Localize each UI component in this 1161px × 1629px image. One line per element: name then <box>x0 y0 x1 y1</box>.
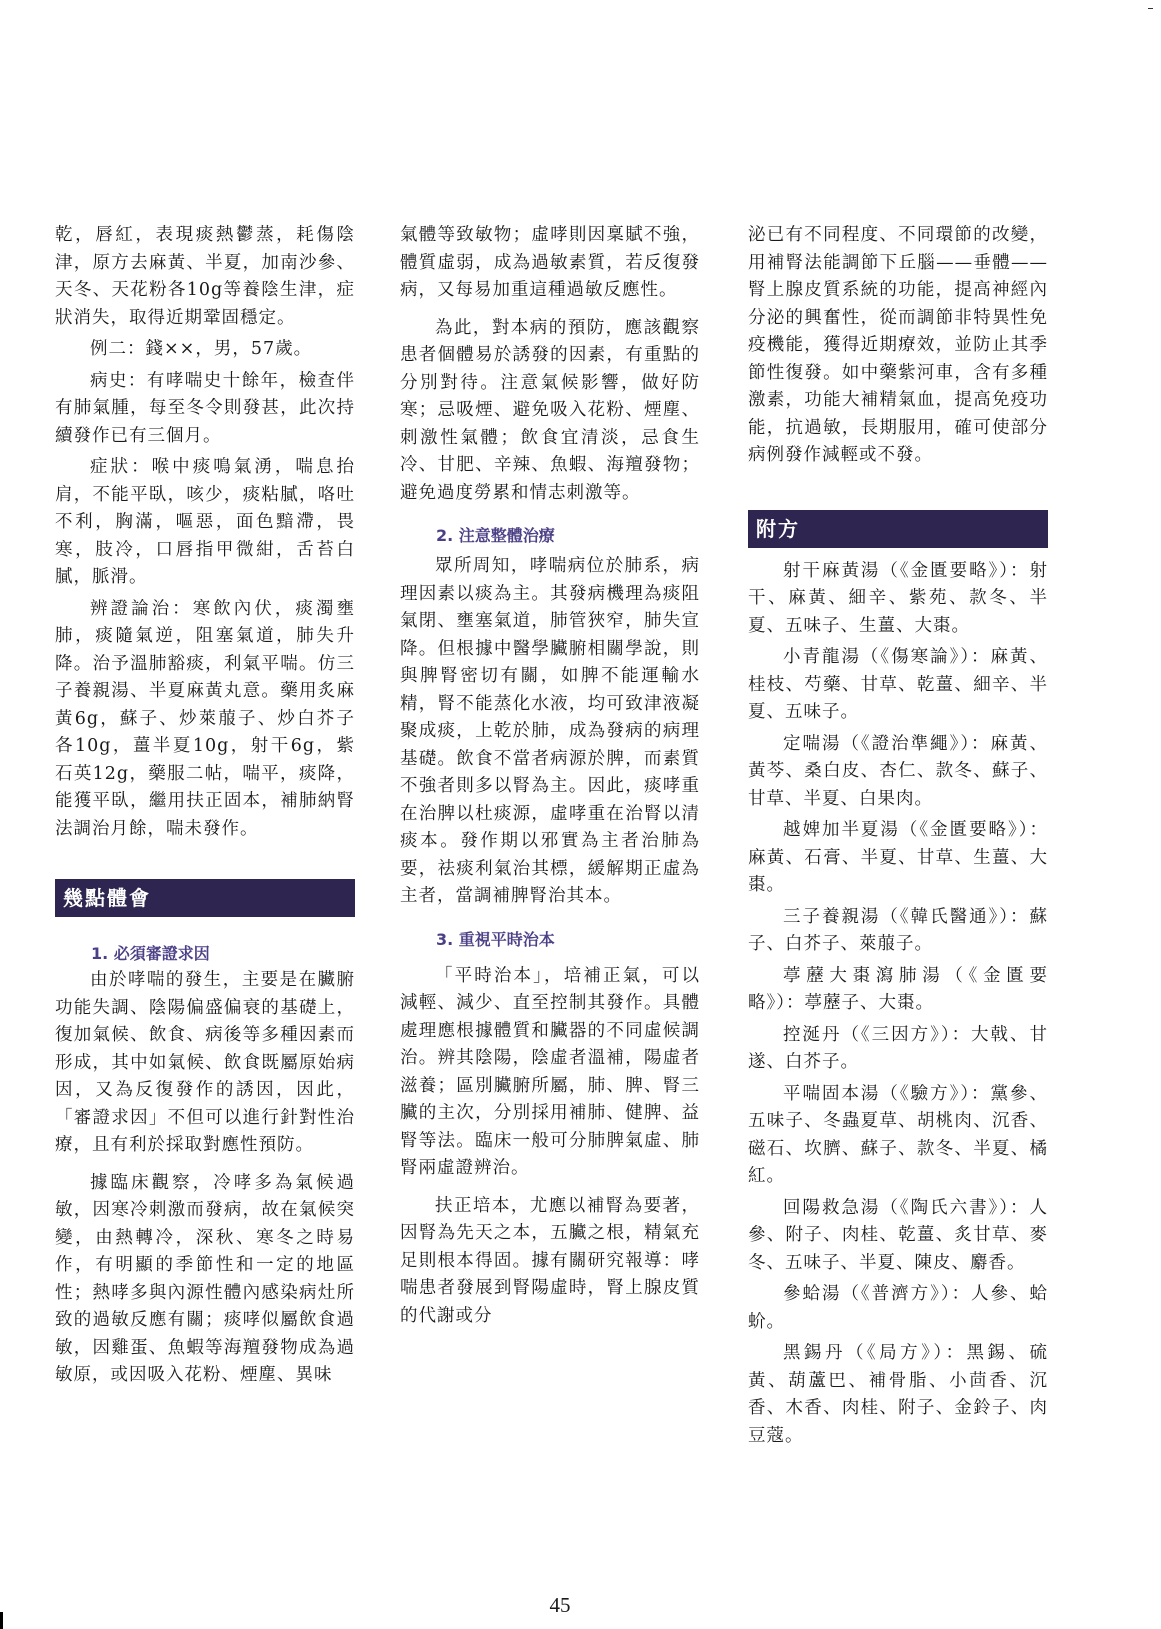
formula-entry: 小青龍湯（《傷寒論》）：麻黃、桂枝、芍藥、甘草、乾薑、細辛、半夏、五味子。 <box>748 647 1048 722</box>
paragraph: 由於哮喘的發生，主要是在臟腑功能失調、陰陽偏盛偏衰的基礎上，復加氣候、飲食、病後等多種因素而形成，其中如氣候、飲食既屬原始病因，又為反復發作的誘因，因此，「審證求因」不但可以進行針對性治療，且有利於採取對應性預防。 <box>55 970 355 1155</box>
column-2 <box>400 222 700 1330</box>
formula-entry: 黑錫丹（《局方》）：黑錫、硫黃、葫蘆巴、補骨脂、小茴香、沉香、木香、肉桂、附子、金鈴子、肉豆蔻。 <box>748 1343 1048 1446</box>
paragraph: 泌已有不同程度、不同環節的改變，用補腎法能調節下丘腦——垂體——腎上腺皮質系統的功能，提高神經內分泌的興奮性，從而調節非特異性免疫機能，獲得近期療效，並防止其季節性復發。如中藥紫河車，含有多種激素，功能大補精氣血，提高免疫功能，抗過敏，長期服用，確可使部分病例發作減輕或不發。 <box>748 225 1048 465</box>
column-1 <box>55 222 355 1390</box>
formula-entry: 參蛤湯（《普濟方》）：人參、蛤蚧。 <box>748 1284 1048 1332</box>
formula-entry: 葶藶大棗瀉肺湯（《金匱要略》）：葶藶子、大棗。 <box>748 965 1048 1013</box>
paragraph: 症狀：喉中痰鳴氣湧，喘息抬肩，不能平臥，咳少，痰粘膩，咯吐不利，胸滿，嘔惡，面色黯滯，畏寒，肢冷，口唇指甲微紺，舌苔白膩，脈滑。 <box>55 457 355 587</box>
paragraph: 「平時治本」，培補正氣，可以減輕、減少、直至控制其發作。具體處理應根據體質和臟器的不同虛候調治。辨其陰陽，陰虛者溫補，陽虛者滋養；區別臟腑所屬，肺、脾、腎三臟的主次，分別採用補肺、健脾、益腎等法。臨床一般可分肺脾氣虛、肺腎兩虛證辨治。 <box>400 965 700 1178</box>
formula-entry: 平喘固本湯（《驗方》）：黨參、五味子、冬蟲夏草、胡桃肉、沉香、磁石、坎臍、蘇子、款冬、半夏、橘紅。 <box>748 1083 1048 1186</box>
formula-entry: 射干麻黃湯（《金匱要略》）：射干、麻黃、細辛、紫苑、款冬、半夏、五味子、生薑、大棗。 <box>748 560 1048 636</box>
paragraph: 乾，唇紅，表現痰熱鬱蒸，耗傷陰津，原方去麻黃、半夏，加南沙參、天冬、天花粉各10g等養陰生津，症狀消失，取得近期鞏固穩定。 <box>55 225 355 328</box>
paragraph: 病史：有哮喘史十餘年，檢查伴有肺氣腫，每至冬令則發甚，此次持續發作已有三個月。 <box>55 370 355 446</box>
paragraph: 眾所周知，哮喘病位於肺系，病理因素以痰為主。其發病機理為痰阻氣閉、壅塞氣道，肺管狹窄，肺失宣降。但根據中醫學臟腑相關學說，則與脾腎密切有關，如脾不能運輸水精，腎不能蒸化水液，均可致津液凝聚成痰，上乾於肺，成為發病的病理基礎。飲食不當者病源於脾，而素質不強者則多以腎為主。因此，痰哮重在治脾以杜痰源，虛哮重在治腎以清痰本。發作期以邪實為主者治肺為要，祛痰利氣治其標，緩解期正虛為主者，當調補脾腎治其本。 <box>400 556 700 906</box>
paragraph: 氣體等致敏物；虛哮則因稟賦不強，體質虛弱，成為過敏素質，若反復發病，又每易加重這種過敏反應性。 <box>400 225 700 300</box>
scan-mark-bottom-left <box>0 1612 3 1629</box>
formula-entry: 越婢加半夏湯（《金匱要略》）：麻黃、石膏、半夏、甘草、生薑、大棗。 <box>748 820 1048 895</box>
formula-entry: 回陽救急湯（《陶氏六書》）：人參、附子、肉桂、乾薑、炙甘草、麥冬、五味子、半夏、陳皮、麝香。 <box>748 1197 1048 1273</box>
paragraph: 據臨床觀察，冷哮多為氣候過敏，因寒冷刺激而發病，故在氣候突變，由熱轉冷，深秋、寒冬之時易作，有明顯的季節性和一定的地區性；熱哮多與內源性體內感染病灶所致的過敏反應有關；痰哮似屬飲食過敏，因雞蛋、魚蝦等海羶發物成為過敏原，或因吸入花粉、煙塵、異味 <box>55 1172 355 1385</box>
subheading: 2. 注意整體治療 <box>436 526 555 545</box>
formula-entry: 三子養親湯（《韓氏醫通》）：蘇子、白芥子、萊菔子。 <box>748 906 1048 954</box>
paragraph: 辨證論治：寒飲內伏，痰濁壅肺，痰隨氣逆，阻塞氣道，肺失升降。治予溫肺豁痰，利氣平喘。仿三子養親湯、半夏麻黃丸意。藥用炙麻黃6g，蘇子、炒萊菔子、炒白芥子各10g，薑半夏10g，射干6g，紫石英12g，藥服二帖，喘平，痰降，能獲平臥，繼用扶正固本，補肺納腎法調治月餘，喘未發作。 <box>55 598 355 839</box>
paragraph: 例二：錢××，男，57歲。 <box>90 339 313 359</box>
paragraph: 扶正培本，尤應以補腎為要著，因腎為先天之本，五臟之根，精氣充足則根本得固。據有關研究報導：哮喘患者發展到腎陽虛時，腎上腺皮質的代謝或分 <box>400 1195 700 1326</box>
section-heading-experience: 幾點體會 <box>55 879 355 917</box>
formula-entry: 控涎丹（《三因方》）：大戟、甘遂、白芥子。 <box>748 1024 1048 1072</box>
section-heading-formulas: 附方 <box>748 510 1048 548</box>
column-3 <box>748 222 1048 1450</box>
page-number: 45 <box>549 1593 571 1617</box>
subheading: 3. 重視平時治本 <box>436 929 555 949</box>
formula-entry: 定喘湯（《證治準繩》）：麻黃、黃芩、桑白皮、杏仁、款冬、蘇子、甘草、半夏、白果肉。 <box>748 733 1048 809</box>
scan-mark-top-right <box>1148 8 1153 9</box>
paragraph: 為此，對本病的預防，應該觀察患者個體易於誘發的因素，有重點的分別對待。注意氣候影響，做好防寒；忌吸煙、避免吸入花粉、煙塵、刺激性氣體；飲食宜清淡，忌食生冷、甘肥、辛辣、魚蝦、海羶發物；避免過度勞累和情志刺激等。 <box>400 317 700 503</box>
subheading: 1. 必須審證求因 <box>91 944 210 963</box>
